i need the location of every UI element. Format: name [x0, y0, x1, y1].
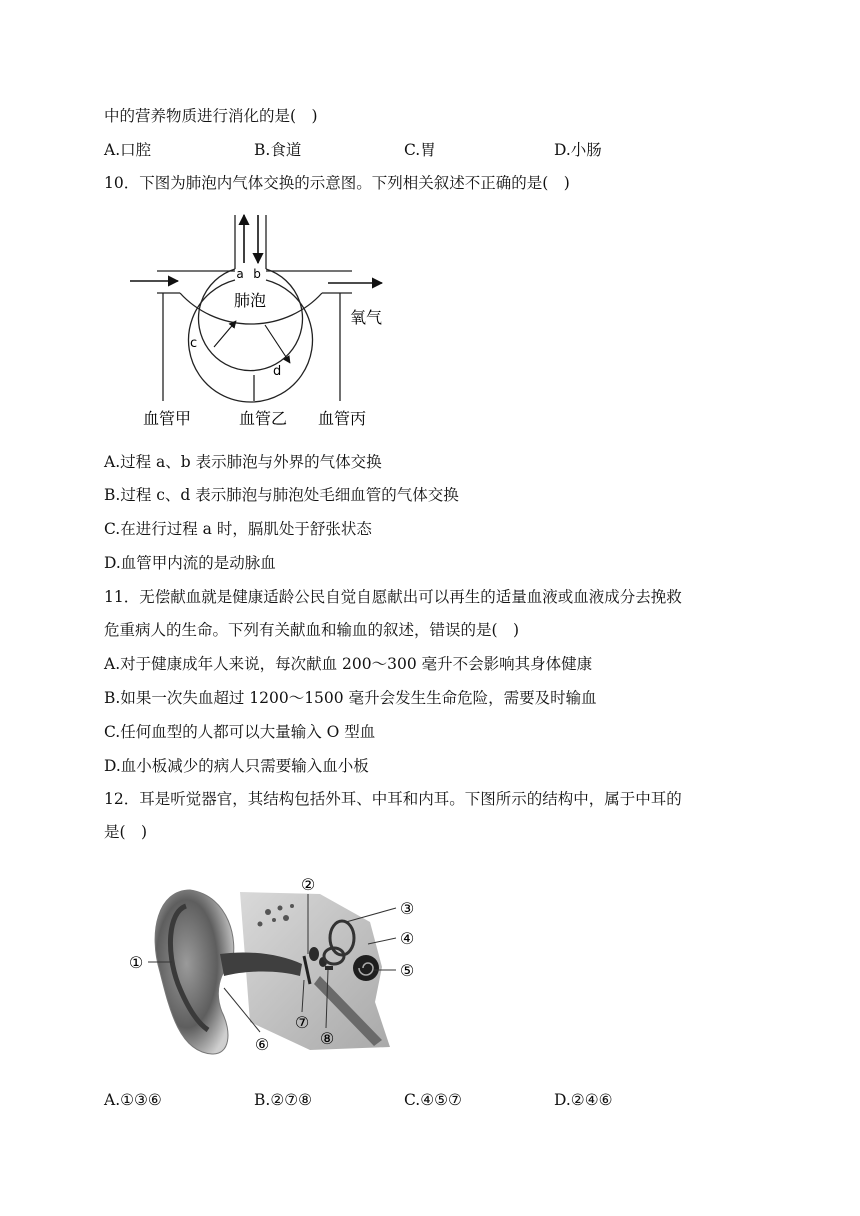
letter-c: c [190, 336, 198, 351]
q9-option-a: A.口腔 [104, 141, 152, 159]
label-8: ⑧ [319, 1029, 335, 1048]
label-7: ⑦ [294, 1013, 310, 1032]
q12-option-d: D.②④⑥ [554, 1091, 613, 1109]
auricle-shape [155, 890, 234, 1054]
label-6: ⑥ [254, 1035, 270, 1054]
label-4: ④ [399, 929, 415, 948]
label-2: ② [300, 875, 316, 894]
vessel-bing-label: 血管丙 [317, 409, 367, 428]
ear-structure-diagram [120, 872, 420, 1060]
q9-option-b: B.食道 [254, 141, 302, 159]
vessel-yi-label: 血管乙 [238, 409, 288, 428]
q10-option-d: D.血管甲内流的是动脉血 [104, 554, 276, 572]
label-1: ① [128, 953, 144, 972]
letter-a: a [236, 267, 244, 281]
q10-stem: 10．下图为肺泡内气体交换的示意图。下列相关叙述不正确的是( ) [104, 174, 570, 192]
label-3: ③ [399, 899, 415, 918]
letter-b: b [253, 267, 261, 281]
q11-option-d: D.血小板减少的病人只需要输入血小板 [104, 757, 369, 775]
q11-option-c: C.任何血型的人都可以大量输入 O 型血 [104, 723, 376, 741]
vessel-jia-label: 血管甲 [142, 409, 192, 428]
q11-option-a: A.对于健康成年人来说，每次献血 200～300 毫升不会影响其身体健康 [104, 655, 593, 673]
q10-option-a: A.过程 a、b 表示肺泡与外界的气体交换 [104, 453, 382, 471]
q9-stem-tail: 中的营养物质进行消化的是( ) [104, 107, 318, 125]
q12-option-b: B.②⑦⑧ [254, 1091, 313, 1109]
q10-option-b: B.过程 c、d 表示肺泡与肺泡处毛细血管的气体交换 [104, 486, 459, 504]
label-5: ⑤ [399, 961, 415, 980]
q11-option-b: B.如果一次失血超过 1200～1500 毫升会发生生命危险，需要及时输血 [104, 689, 597, 707]
q12-stem-line2: 是( ) [104, 823, 148, 841]
q12-option-a: A.①③⑥ [104, 1091, 162, 1109]
q11-stem-line2: 危重病人的生命。下列有关献血和输血的叙述，错误的是( ) [104, 621, 520, 639]
q12-option-c: C.④⑤⑦ [404, 1091, 462, 1109]
letter-d: d [273, 364, 282, 379]
oxygen-label: 氧气 [350, 308, 383, 327]
alveolus-label: 肺泡 [233, 291, 267, 310]
q11-stem-line1: 11．无偿献血就是健康适龄公民自觉自愿献出可以再生的适量血液或血液成分去挽救 [104, 588, 682, 606]
alveolus-gas-exchange-diagram [120, 205, 410, 437]
q9-option-d: D.小肠 [554, 141, 602, 159]
q9-option-c: C.胃 [404, 141, 436, 159]
q10-option-c: C.在进行过程 a 时，膈肌处于舒张状态 [104, 520, 372, 538]
q12-stem-line1: 12．耳是听觉器官，其结构包括外耳、中耳和内耳。下图所示的结构中，属于中耳的 [104, 790, 682, 808]
